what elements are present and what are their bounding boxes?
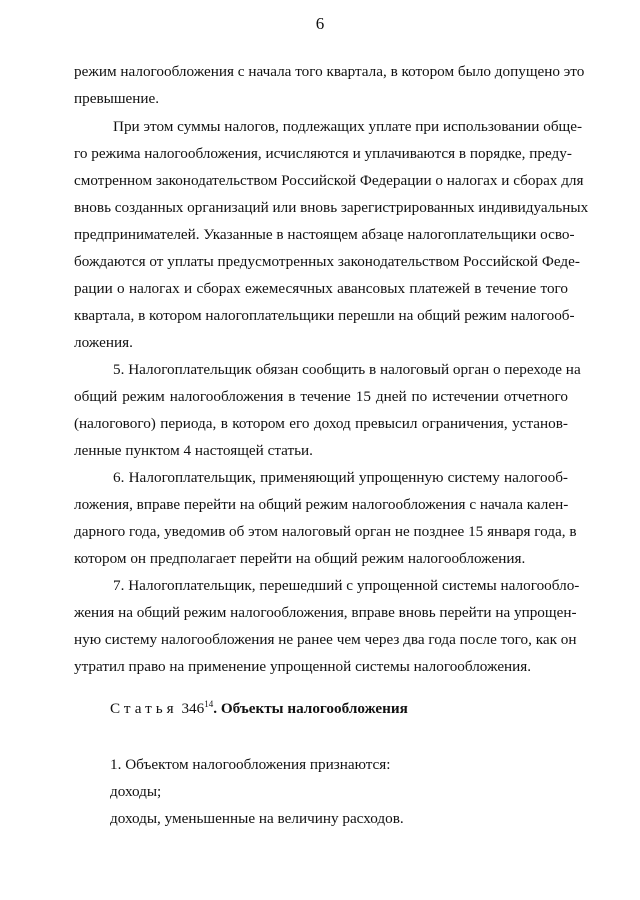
text-line: бождаются от уплаты предусмотренных законодательством Российской Феде-	[74, 253, 580, 270]
text-line: превышение.	[74, 90, 160, 107]
text-line: предпринимателей. Указанные в настоящем абзаце налогоплательщики осво-	[74, 226, 575, 243]
text-line: ную систему налогообложения не ранее чем через два года после того, как он	[74, 631, 577, 648]
objects-item: доходы, уменьшенные на величину расходов.	[110, 810, 404, 827]
text-line: ленные пунктом 4 настоящей статьи.	[74, 442, 313, 459]
text-line: общий режим налогообложения в течение 15 дней по истечении отчетного	[74, 388, 568, 405]
text-line: жения на общий режим налогообложения, вправе вновь перейти на упрощен-	[74, 604, 577, 621]
text-line: При этом суммы налогов, подлежащих уплате при использовании обще-	[113, 118, 583, 135]
text-line: вновь созданных организаций или вновь зарегистрированных индивидуальных	[74, 199, 589, 216]
text-line: утратил право на применение упрощенной системы налогообложения.	[74, 658, 532, 675]
article-number: 346	[181, 700, 205, 717]
text-line: дарного года, уведомив об этом налоговый орган не позднее 15 января года, в	[74, 523, 577, 540]
article-superscript: 14	[204, 698, 214, 709]
text-line: режим налогообложения с начала того квартала, в котором было допущено это	[74, 63, 585, 80]
objects-intro: 1. Объектом налогообложения признаются:	[110, 756, 391, 773]
page-number: 6	[315, 14, 325, 33]
text-line: котором он предполагает перейти на общий режим налогообложения.	[74, 550, 526, 567]
text-line: (налогового) периода, в котором его доход превысил ограничения, установ-	[74, 415, 568, 432]
text-line: 7. Налогоплательщик, перешедший с упрощенной системы налогообло-	[113, 577, 580, 594]
text-line: рации о налогах и сборах ежемесячных авансовых платежей в течение того	[74, 280, 568, 297]
article-title: . Объекты налогообложения	[213, 700, 408, 717]
text-line: 5. Налогоплательщик обязан сообщить в налоговый орган о переходе на	[113, 361, 581, 378]
text-line: 6. Налогоплательщик, применяющий упрощенную систему налогооб-	[113, 469, 568, 486]
article-label: Статья	[110, 700, 178, 717]
text-line: квартала, в котором налогоплательщики перешли на общий режим налогооб-	[74, 307, 575, 324]
text-line: ложения.	[74, 334, 133, 351]
text-line: го режима налогообложения, исчисляются и уплачиваются в порядке, преду-	[74, 145, 572, 162]
article-heading	[110, 700, 408, 718]
text-line: ложения, вправе перейти на общий режим налогообложения с начала кален-	[74, 496, 569, 513]
text-line: смотренном законодательством Российской Федерации о налогах и сборах для	[74, 172, 584, 189]
objects-item: доходы;	[110, 783, 162, 800]
